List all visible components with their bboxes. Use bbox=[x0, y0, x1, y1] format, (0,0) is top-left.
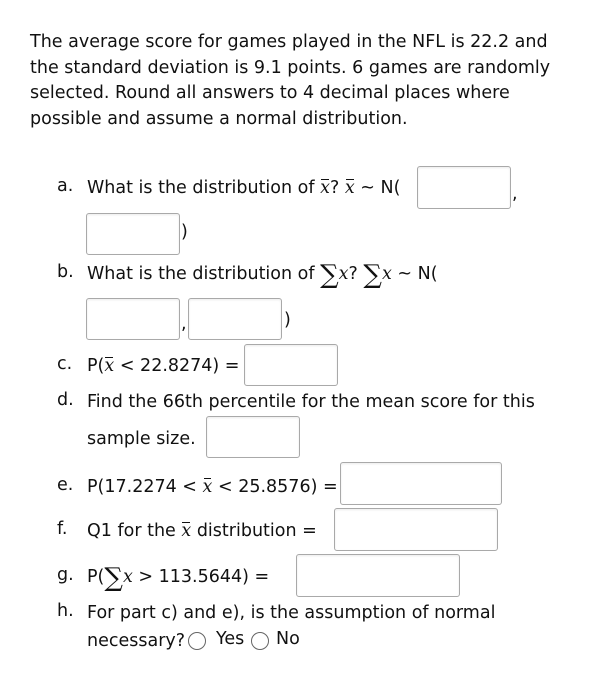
sigma-icon: ∑ bbox=[104, 563, 123, 593]
radio-yes[interactable] bbox=[188, 632, 206, 650]
question-e-text bbox=[87, 475, 338, 500]
answer-g-input[interactable] bbox=[296, 554, 460, 597]
xbar-symbol: x bbox=[203, 475, 213, 500]
answer-f-input[interactable] bbox=[334, 508, 498, 551]
question-h-line2: necessary? bbox=[87, 631, 186, 651]
question-a-text bbox=[87, 176, 400, 201]
question-b-label: What is the distribution of bbox=[87, 264, 315, 284]
question-d-line1: Find the 66th percentile for the mean score for this bbox=[87, 392, 535, 412]
question-f-text bbox=[87, 519, 317, 544]
question-mark: ? bbox=[329, 178, 340, 198]
question-g-text bbox=[87, 563, 270, 593]
close-paren: ) bbox=[181, 222, 188, 242]
prob-condition: < 25.8576) = bbox=[212, 477, 338, 497]
answer-e-input[interactable] bbox=[340, 462, 502, 505]
question-a-letter: a. bbox=[57, 176, 74, 196]
question-mark: ? bbox=[348, 264, 358, 284]
x-symbol: x bbox=[122, 567, 133, 587]
normal-dist-open: ~ N( bbox=[354, 178, 401, 198]
comma: , bbox=[181, 314, 187, 334]
sigma-icon: ∑ bbox=[320, 260, 339, 290]
prob-open: P( bbox=[87, 356, 105, 376]
question-f-letter: f. bbox=[57, 519, 68, 539]
problem-statement: The average score for games played in the NFL is 22.2 and the standard deviation is 9.1 points. 6 games are randomly selected. Round all answers to 4 decimal places where possible and assume a normal distribution. bbox=[30, 32, 551, 129]
close-paren: ) bbox=[284, 310, 291, 330]
question-e-letter: e. bbox=[57, 475, 74, 495]
answer-c-input[interactable] bbox=[244, 344, 338, 386]
x-symbol: x bbox=[338, 264, 349, 284]
question-g-letter: g. bbox=[57, 565, 74, 585]
answer-a-mean-input[interactable] bbox=[417, 166, 511, 209]
answer-b-sd-input[interactable] bbox=[188, 298, 282, 340]
comma: , bbox=[512, 184, 518, 204]
x-symbol: x bbox=[381, 264, 392, 284]
question-h-letter: h. bbox=[57, 601, 74, 621]
question-b-text bbox=[87, 260, 438, 290]
xbar-symbol: x bbox=[104, 354, 114, 379]
answer-b-mean-input[interactable] bbox=[86, 298, 180, 340]
question-b-letter: b. bbox=[57, 262, 74, 282]
xbar-symbol: x bbox=[181, 519, 191, 544]
answer-a-sd-input[interactable] bbox=[86, 213, 180, 255]
dist-label: distribution = bbox=[191, 521, 317, 541]
sigma-icon: ∑ bbox=[363, 260, 382, 290]
question-c-text bbox=[87, 354, 239, 379]
answer-d-input[interactable] bbox=[206, 416, 300, 458]
radio-no[interactable] bbox=[251, 632, 269, 650]
prob-condition: < 22.8274) = bbox=[114, 356, 240, 376]
xbar-symbol: x bbox=[320, 176, 330, 201]
prob-open: P(17.2274 < bbox=[87, 477, 203, 497]
radio-yes-label[interactable]: Yes bbox=[216, 629, 245, 649]
q1-label: Q1 for the bbox=[87, 521, 182, 541]
normal-dist-open: ~ N( bbox=[391, 264, 438, 284]
question-h-line1: For part c) and e), is the assumption of normal bbox=[87, 603, 496, 623]
xbar-symbol: x bbox=[345, 176, 355, 201]
prob-condition: > 113.5644) = bbox=[132, 567, 270, 587]
question-d-line2: sample size. bbox=[87, 429, 196, 449]
prob-open: P( bbox=[87, 567, 105, 587]
question-a-label: What is the distribution of bbox=[87, 178, 315, 198]
question-d-letter: d. bbox=[57, 390, 74, 410]
radio-no-label[interactable]: No bbox=[276, 629, 300, 649]
question-c-letter: c. bbox=[57, 354, 73, 374]
